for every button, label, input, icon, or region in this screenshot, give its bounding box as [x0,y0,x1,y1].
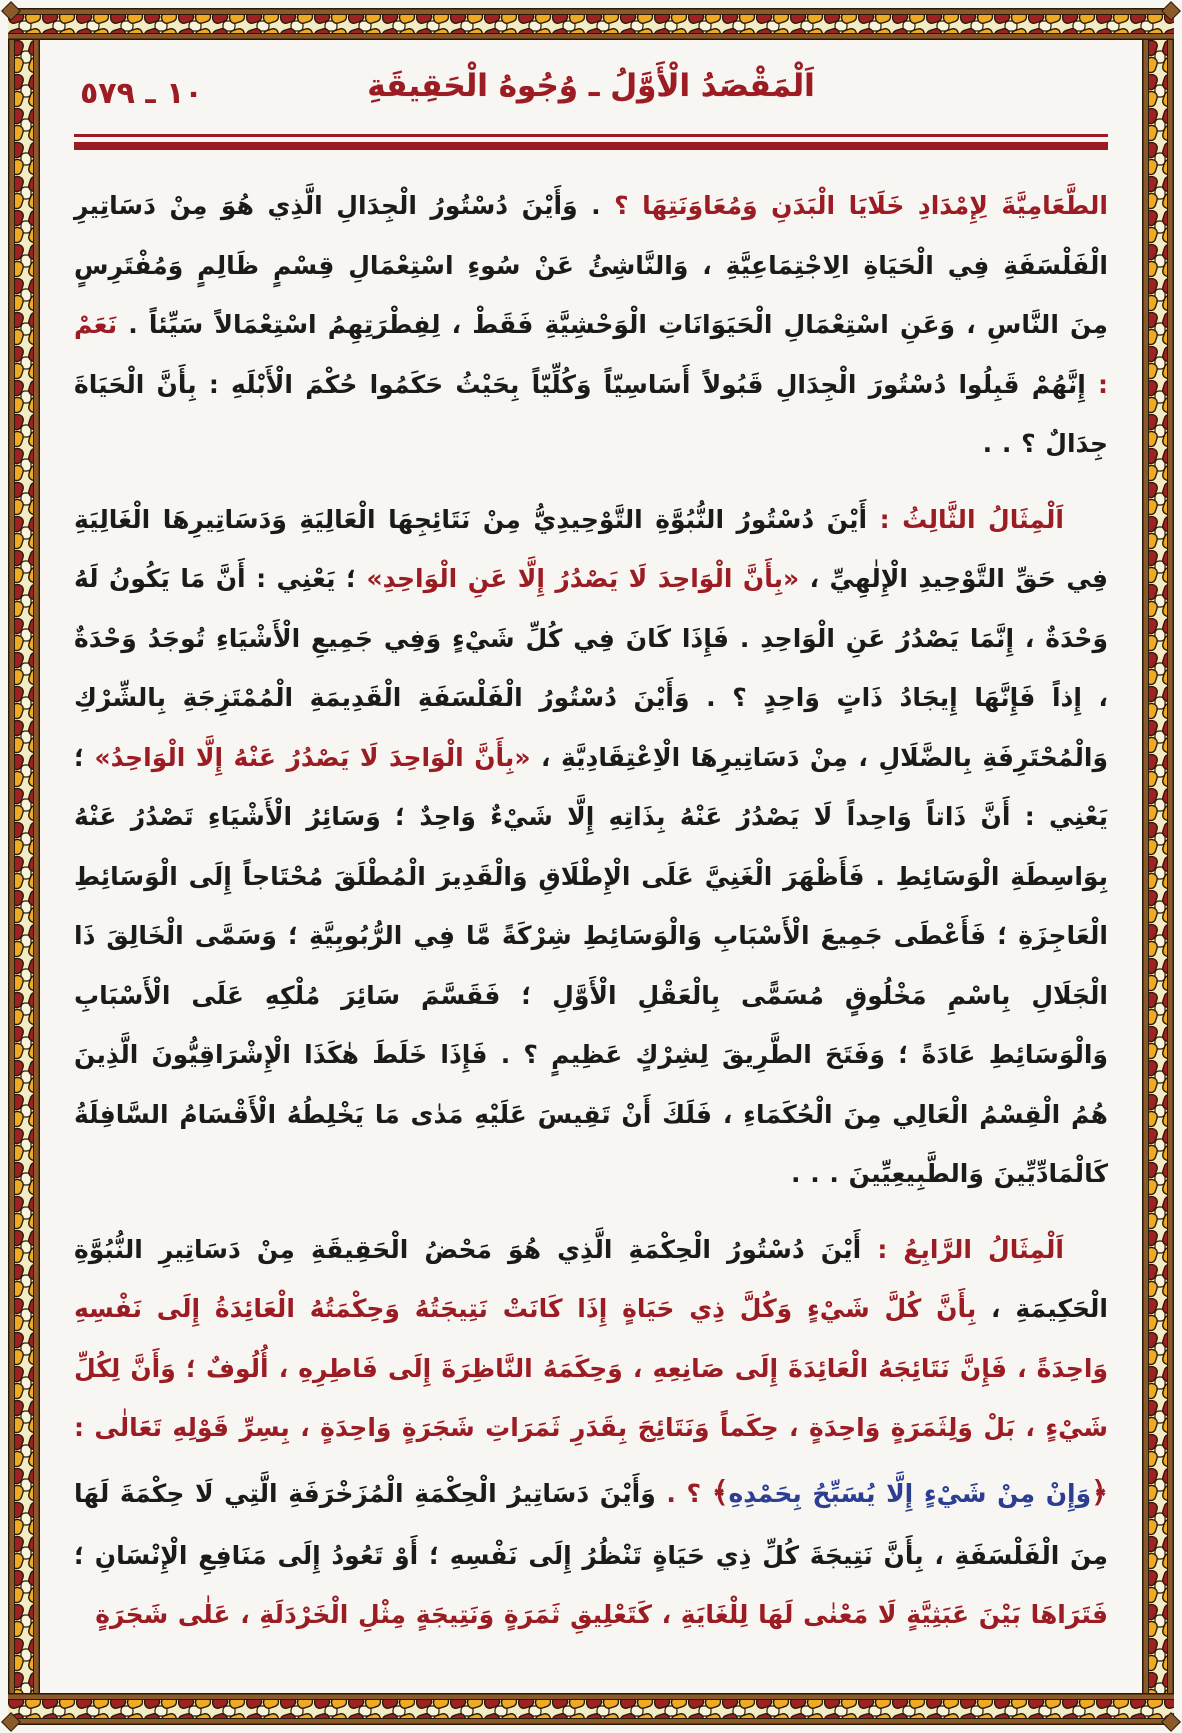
emphasis-run: بِأَنَّ كُلَّ شَيْءٍ وَكُلَّ ذِي حَيَاةٍ إِذَا كَانَتْ نَتِيجَتُهُ وَحِكْمَتُهُ الْعَائِدَةُ إِلَى نَفْسِهِ وَاحِدَةً ، فَإِنَّ نَتَائِجَهُ الْعَائِدَةَ إِلَى صَانِعِهِ ، وَحِكَمَهُ النَّاظِرَةَ إِلَى فَاطِرِهِ ، أُلُوفٌ ؛ وَأَنَّ لِكُلِّ شَيْءٍ ، بَلْ وَلِثَمَرَةٍ وَاحِدَةٍ ، حِكَماً وَنَتَائِجَ بِقَدَرِ ثَمَرَاتِ شَجَرَةٍ وَاحِدَةٍ ، بِسِرِّ قَوْلِهِ تَعَالٰى : [74,1294,1108,1442]
body-run: أَيْنَ دُسْتُورُ الْحِكْمَةِ الَّذِي هُوَ مَحْضُ الْحَقِيقَةِ مِنْ دَسَاتِيرِ النُّبُوَّةِ الْحَكِيمَةِ ، [74,1234,1109,1323]
emphasis-run: ؟ . [666,1478,712,1508]
body-run: ؛ يَعْنِي : أَنَّ ذَاتاً وَاحِداً لَا يَصْدُرُ عَنْهُ بِذَاتِهِ إِلَّا شَيْءٌ وَاحِدٌ ؛ وَسَائِرُ الْأَشْيَاءِ تَصْدُرُ عَنْهُ بِوَاسِطَةِ الْوَسَائِطِ . فَأَظْهَرَ الْغَنِيَّ عَلَى الْإِطْلَاقِ وَالْقَدِيرَ الْمُطْلَقَ مُحْتَاجاً إِلَى الْوَسَائِطِ الْعَاجِزَةِ ؛ فَأَعْطَى جَمِيعَ الْأَسْبَابِ وَالْوَسَائِطِ شِرْكَةً مَّا فِي الرُّبُوبِيَّةِ ؛ وَسَمَّى الْخَالِقَ ذَا الْجَلَالِ بِاسْمِ مَخْلُوقٍ مُسَمًّى بِالْعَقْلِ الْأَوَّلِ ؛ فَقَسَّمَ سَائِرَ مُلْكِهِ عَلَى الْأَسْبَابِ وَالْوَسَائِطِ عَادَةً ؛ وَفَتَحَ الطَّرِيقَ لِشِرْكٍ عَظِيمٍ ؟ . فَإِذَا خَلَطَ هٰكَذَا الْإِشْرَاقِيُّونَ الَّذِينَ هُمُ الْقِسْمُ الْعَالِي مِنَ الْحُكَمَاءِ ، فَلَكَ أَنْ تَقِيسَ عَلَيْهِ مَدٰى مَا يَخْلِطُهُ الْأَقْسَامُ السَّافِلَةُ كَالْمَادِّيِّينَ وَالطَّبِيعِيِّينَ . . . [74,742,1108,1188]
body-run: إِنَّهُمْ قَبِلُوا دُسْتُورَ الْجِدَالِ قَبُولاً أَسَاسِيّاً وَكُلِّيّاً بِحَيْثُ حَكَمُوا حُكْمَ الْأَبْلَهِ : بِأَنَّ الْحَيَاةَ جِدَالٌ ؟ . . [74,369,1108,458]
paragraph-continuation [74,176,1108,474]
body-text [74,176,1108,1645]
ornate-bracket-close: ﴾ [711,1474,729,1509]
page-header [74,54,1108,132]
frame-top-border [8,8,1174,40]
ornate-bracket-open: ﴿ [1091,1474,1109,1509]
header-divider-rule [74,134,1108,150]
section-label: اَلْمِثَالُ الثَّالِثُ : [879,504,1064,534]
quoted-principle: «بِأَنَّ الْوَاحِدَ لَا يَصْدُرُ عَنْهُ إِلَّا الْوَاحِدُ» [94,742,531,772]
frame-bottom-border [8,1693,1174,1725]
corner-ornament [1,1712,21,1732]
frame-right-border [1142,40,1174,1693]
corner-ornament [1,1,21,21]
page-title: اَلْمَقْصَدُ الْأَوَّلُ ـ وُجُوهُ الْحَقِيقَةِ [367,68,815,104]
emphasis-run: الطَّعَامِيَّةَ لِإِمْدَادِ خَلَايَا الْبَدَنِ وَمُعَاوَنَتِهَا ؟ [614,191,1108,220]
quoted-principle: «بِأَنَّ الْوَاحِدَ لَا يَصْدُرُ إِلَّا عَنِ الْوَاحِدِ» [366,564,800,593]
emphasis-run: نَعَمْ : [74,310,1108,399]
emphasis-run: فَتَرَاهَا بَيْنَ عَبَثِيَّةٍ لَا مَعْنٰى لَهَا لِلْغَايَةِ ، كَتَعْلِيقِ ثَمَرَةٍ وَنَتِيجَةٍ مِثْلِ الْخَرْدَلَةِ ، عَلٰى شَجَرَةٍ [95,1600,1108,1630]
body-run: ؛ يَعْنِي : أَنَّ مَا يَكُونُ لَهُ وَحْدَةٌ ، إِنَّمَا يَصْدُرُ عَنِ الْوَاحِدِ . فَإِذَا كَانَ فِي كُلِّ شَيْءٍ وَفِي جَمِيعِ الْأَشْيَاءِ تُوجَدُ وَحْدَةٌ ، إِذاً فَإِنَّهَا إِيجَادُ ذَاتٍ وَاحِدٍ ؟ . وَأَيْنَ دُسْتُورُ الْفَلْسَفَةِ الْقَدِيمَةِ الْمُمْتَزِجَةِ بِالشِّرْكِ وَالْمُحْتَرِفَةِ بِالضَّلَالِ ، مِنْ دَسَاتِيرِهَا الْاِعْتِقَادِيَّةِ ، [74,564,1108,772]
quran-verse: وَإِنْ مِنْ شَيْءٍ إِلَّا يُسَبِّحُ بِحَمْدِهِ [728,1478,1092,1508]
paragraph-fourth-example [74,1220,1108,1645]
page-number: ١٠ ـ ٥٧٩ [80,76,203,111]
page-content [74,54,1108,1677]
corner-ornament [1161,1712,1181,1732]
body-run: وَأَيْنَ دَسَاتِيرُ الْحِكْمَةِ الْمُزَخْرَفَةِ الَّتِي لَا حِكْمَةَ لَهَا مِنَ الْفَلْسَفَةِ ، بِأَنَّ نَتِيجَةَ كُلِّ ذِي حَيَاةٍ تَنْظُرُ إِلَى نَفْسِهِ ؛ أَوْ تَعُودُ إِلَى مَنَافِعِ الْإِنْسَانِ ؛ [74,1478,1108,1570]
body-run: . وَأَيْنَ دُسْتُورُ الْجِدَالِ الَّذِي هُوَ مِنْ دَسَاتِيرِ الْفَلْسَفَةِ فِي الْحَيَاةِ الِاجْتِمَاعِيَّةِ ، وَالنَّاشِئُ عَنْ سُوءِ اسْتِعْمَالِ قِسْمٍ ظَالِمٍ وَمُفْتَرِسٍ مِنَ النَّاسِ ، وَعَنِ اسْتِعْمَالِ الْحَيَوَانَاتِ الْوَحْشِيَّةِ فَقَطْ ، لِفِطْرَتِهِمُ اسْتِعْمَالاً سَيِّئاً . [74,191,1108,339]
body-run: أَيْنَ دُسْتُورُ النُّبُوَّةِ التَّوْحِيدِيُّ مِنْ نَتَائِجِهَا الْعَالِيَةِ وَدَسَاتِيرِهَا الْغَالِيَةِ فِي حَقِّ التَّوْحِيدِ الْإِلٰهِيِّ ، [74,504,1108,593]
frame-left-border [8,40,40,1693]
corner-ornament [1161,1,1181,21]
paragraph-third-example [74,490,1108,1204]
section-label: اَلْمِثَالُ الرَّابِعُ : [877,1234,1065,1264]
